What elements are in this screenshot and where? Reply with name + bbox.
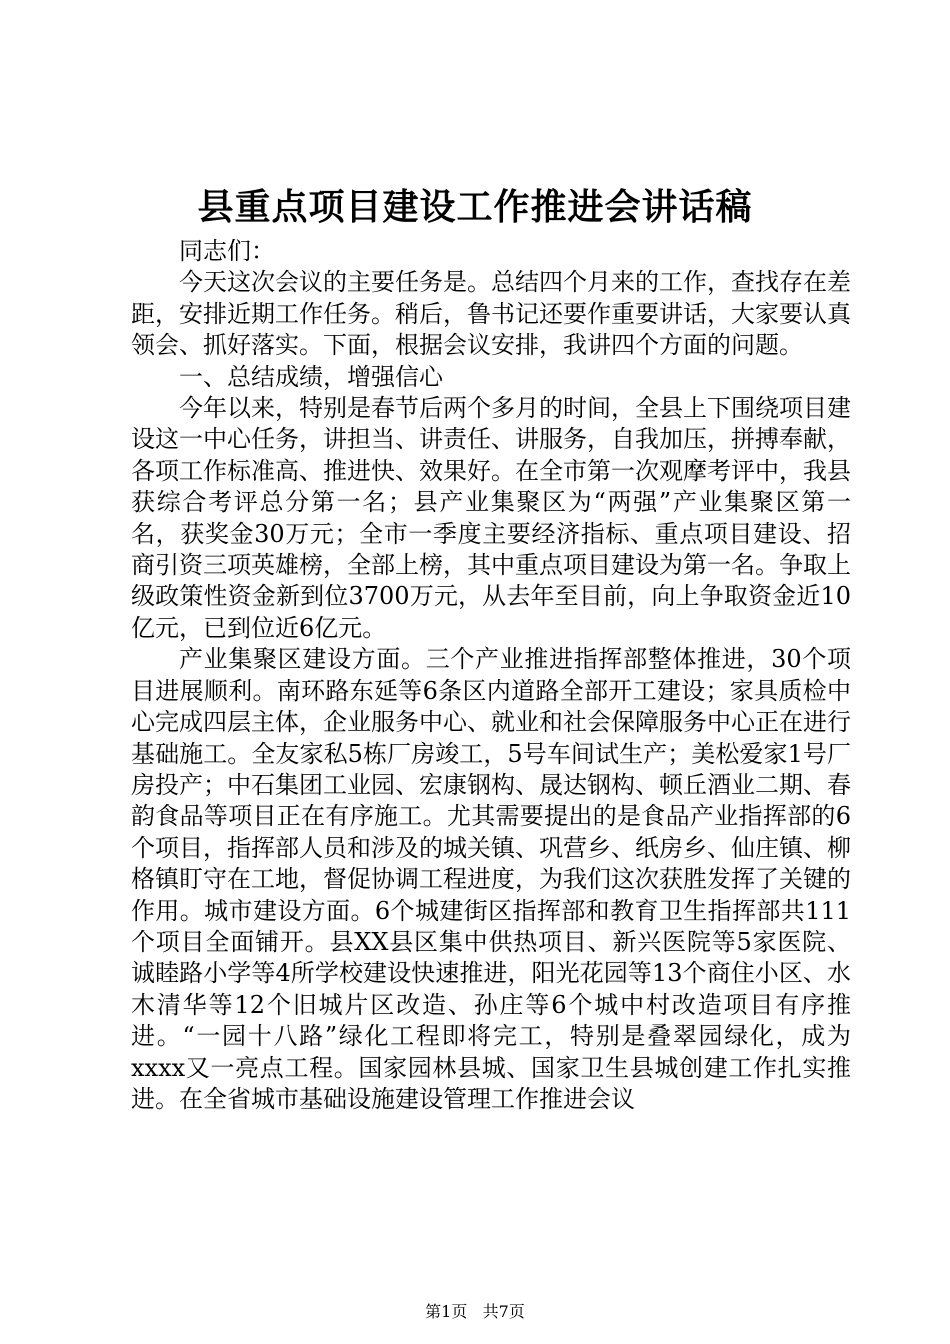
section-heading: 一、总结成绩，增强信心: [179, 362, 443, 391]
page-separator: [472, 1302, 477, 1321]
document-body: [131, 236, 851, 1115]
paragraph-achievements: 今年以来，特别是春节后两个多月的时间，全县上下围绕项目建设这一中心任务，讲担当、讲责任、讲服务，自我加压，拼搏奉献，各项工作标准高、推进快、效果好。在全市第一次观摩考评中，我县获综合考评总分第一名；县产业集聚区为“两强”产业集聚区第一名，获奖金30万元；全市一季度主要经济指标、重点项目建设、招商引资三项英雄榜，全部上榜，其中重点项目建设为第一名。争取上级政策性资金新到位3700万元，从去年至目前，向上争取资金近10亿元，已到位近6亿元。: [131, 394, 851, 642]
page-footer: [0, 1302, 950, 1322]
salutation: 同志们：: [179, 237, 275, 265]
paragraph-intro: 今天这次会议的主要任务是。总结四个月来的工作，查找存在差距，安排近期工作任务。稍后，鲁书记还要作重要讲话，大家要认真领会、抓好落实。下面，根据会议安排，我讲四个方面的问题。: [131, 268, 851, 360]
total-pages: 共7页: [482, 1302, 525, 1321]
paragraph-industrial-cluster: 产业集聚区建设方面。三个产业推进指挥部整体推进，30个项目进展顺利。南环路东延等6条区内道路全部开工建设；家具质检中心完成四层主体，企业服务中心、就业和社会保障服务中心正在进行基础施工。全友家私5栋厂房竣工，5号车间试生产；美松爱家1号厂房投产；中石集团工业园、宏康钢构、晟达钢构、顿丘酒业二期、春韵食品等项目正在有序施工。尤其需要提出的是食品产业指挥部的6个项目，指挥部人员和涉及的城关镇、巩营乡、纸房乡、仙庄镇、柳格镇盯守在工地，督促协调工程进度，为我们这次获胜发挥了关键的作用。城市建设方面。6个城建街区指挥部和教育卫生指挥部共111个项目全面铺开。县XX县区集中供热项目、新兴医院等5家医院、诚睦路小学等4所学校建设快速推进，阳光花园等13个商住小区、水木清华等12个旧城片区改造、孙庄等6个城中村改造项目有序推进。“一园十八路”绿化工程即将完工，特别是叠翠园绿化，成为xxxx又一亮点工程。国家园林县城、国家卫生县城创建工作扎实推进。在全省城市基础设施建设管理工作推进会议: [131, 645, 851, 1113]
page-number: 第1页: [425, 1302, 468, 1321]
document-title: 县重点项目建设工作推进会讲话稿: [197, 187, 753, 228]
